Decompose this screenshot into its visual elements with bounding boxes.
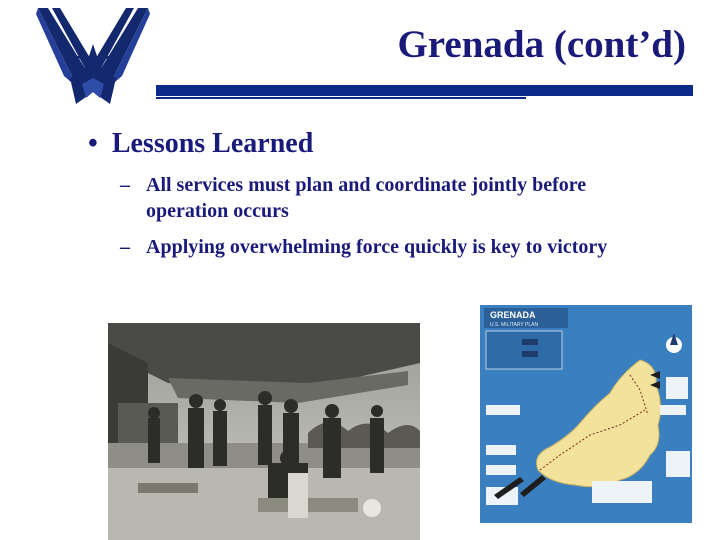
map-heading: GRENADA: [490, 310, 536, 320]
air-force-logo-icon: [34, 6, 152, 106]
bullet-dot: •: [88, 128, 98, 159]
dash-marker: –: [120, 174, 130, 196]
aircraft-unloading-photo: [108, 323, 420, 540]
subpoint-2: [120, 234, 640, 260]
bullet-lessons-learned: [88, 128, 313, 160]
dash-marker: –: [120, 236, 130, 258]
grenada-map: [480, 305, 692, 523]
subpoint-text: All services must plan and coordinate jointly before operation occurs: [146, 174, 587, 222]
subpoint-1: [120, 172, 640, 224]
subpoint-text: Applying overwhelming force quickly is key to victory: [146, 236, 608, 258]
map-subheading: U.S. MILITARY PLAN: [490, 322, 539, 328]
title-rule-thin: [156, 97, 526, 99]
bullet-text: Lessons Learned: [111, 128, 314, 159]
slide-title: Grenada (cont’d): [397, 23, 686, 66]
title-rule: [156, 85, 693, 96]
